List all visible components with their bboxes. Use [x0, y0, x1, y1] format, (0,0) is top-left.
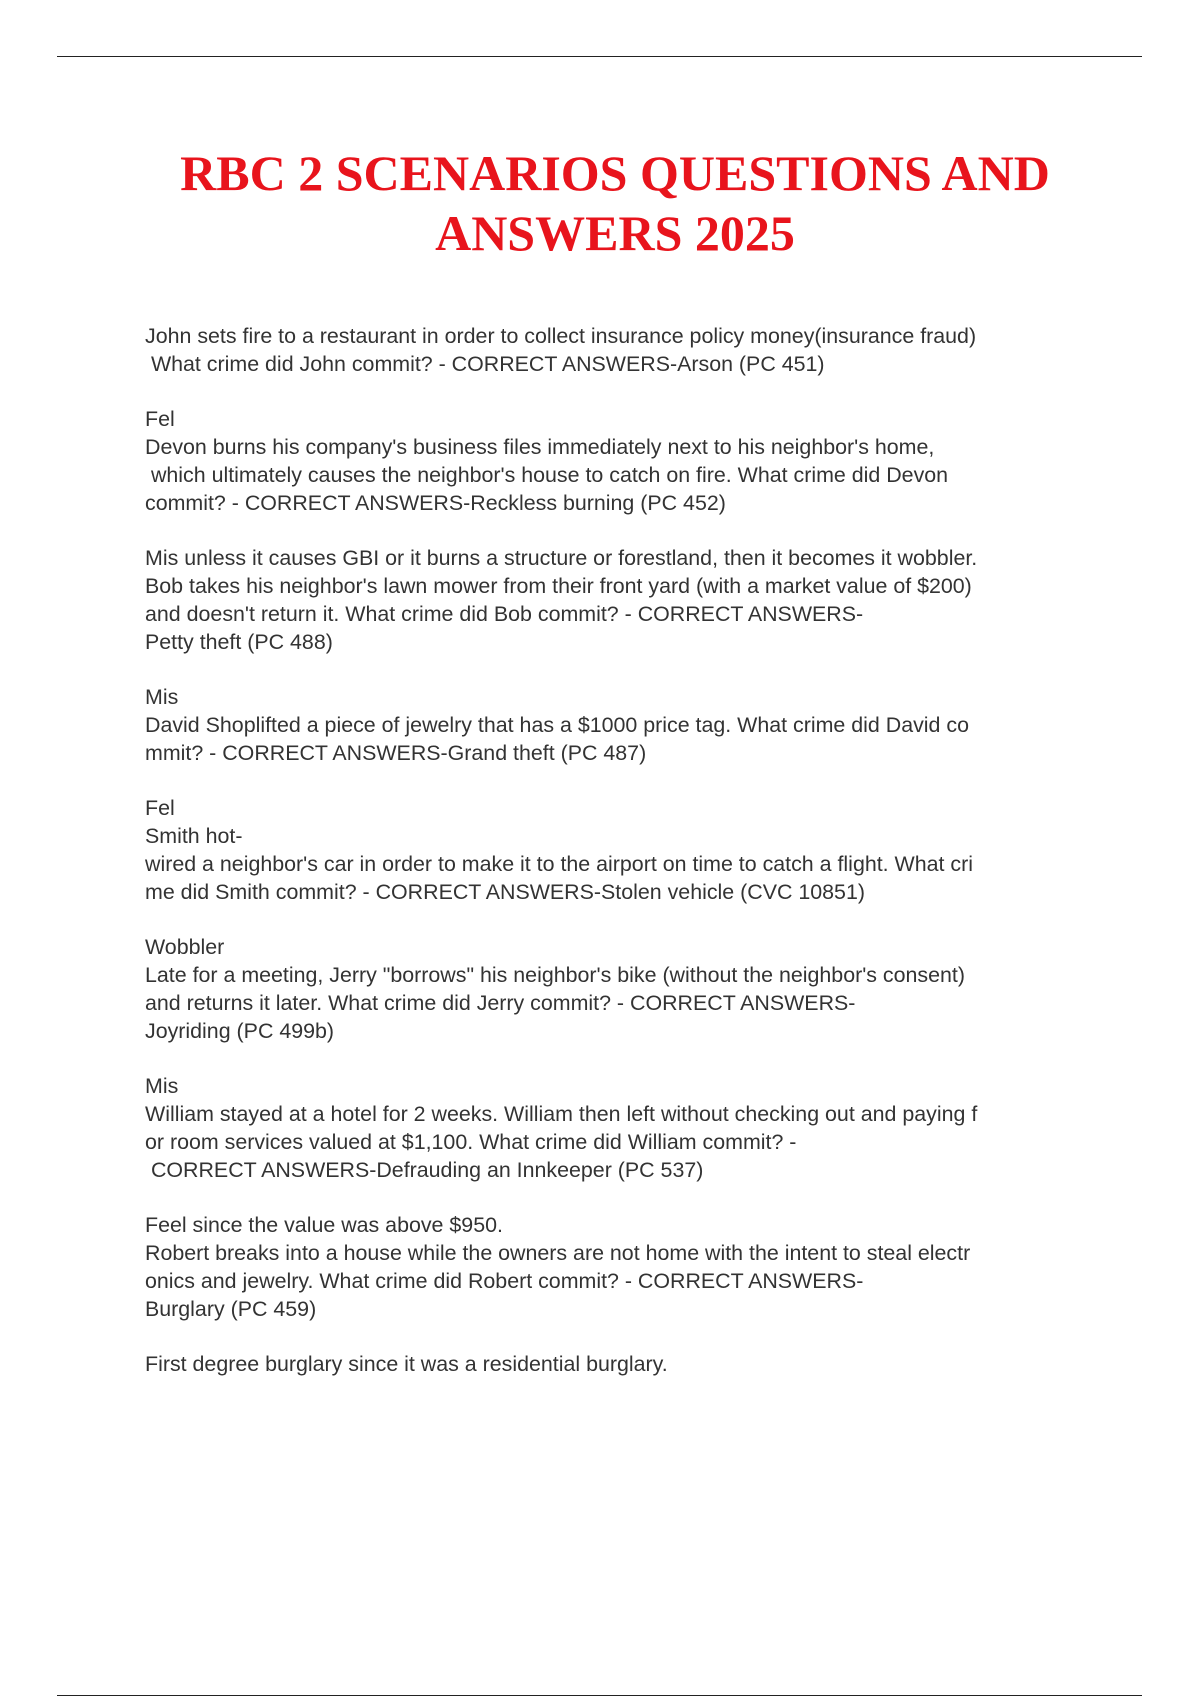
text-line: Mis unless it causes GBI or it burns a structure or forestland, then it becomes it wobbler. — [145, 546, 978, 570]
text-line: wired a neighbor's car in order to make it to the airport on time to catch a flight. What cri — [145, 852, 973, 876]
text-line: Joyriding (PC 499b) — [145, 1019, 335, 1043]
text-line: Fel — [145, 407, 175, 431]
text-line: Smith hot- — [145, 824, 243, 848]
text-line: William stayed at a hotel for 2 weeks. William then left without checking out and paying f — [145, 1102, 978, 1126]
top-rule — [57, 56, 1142, 57]
text-line: mmit? - CORRECT ANSWERS-Grand theft (PC 487) — [145, 741, 647, 765]
text-line: Mis — [145, 685, 179, 709]
paragraph-gap — [145, 1045, 1105, 1072]
paragraph-gap — [145, 1323, 1105, 1350]
text-line: Petty theft (PC 488) — [145, 630, 333, 654]
title-line: ANSWERS 2025 — [435, 205, 795, 261]
text-line: onics and jewelry. What crime did Robert commit? - CORRECT ANSWERS- — [145, 1269, 864, 1293]
paragraph-gap — [145, 378, 1105, 405]
document-body — [145, 322, 1105, 1378]
text-line: Feel since the value was above $950. — [145, 1213, 503, 1237]
text-line: and doesn't return it. What crime did Bob commit? - CORRECT ANSWERS- — [145, 602, 864, 626]
paragraph-gap — [145, 656, 1105, 683]
text-line: commit? - CORRECT ANSWERS-Reckless burning (PC 452) — [145, 491, 726, 515]
paragraph — [145, 683, 1105, 767]
text-line: and returns it later. What crime did Jerry commit? - CORRECT ANSWERS- — [145, 991, 856, 1015]
text-line: David Shoplifted a piece of jewelry that has a $1000 price tag. What crime did David co — [145, 713, 969, 737]
text-line: which ultimately causes the neighbor's house to catch on fire. What crime did Devon — [145, 463, 949, 487]
text-line: or room services valued at $1,100. What crime did William commit? - — [145, 1130, 797, 1154]
title-line: RBC 2 SCENARIOS QUESTIONS AND — [180, 145, 1050, 201]
text-line: CORRECT ANSWERS-Defrauding an Innkeeper (PC 537) — [145, 1158, 704, 1182]
text-line: me did Smith commit? - CORRECT ANSWERS-Stolen vehicle (CVC 10851) — [145, 880, 865, 904]
paragraph-gap — [145, 767, 1105, 794]
text-line: Fel — [145, 796, 175, 820]
text-line: Bob takes his neighbor's lawn mower from their front yard (with a market value of $200) — [145, 574, 972, 598]
text-line: Mis — [145, 1074, 179, 1098]
bottom-rule — [57, 1695, 1142, 1696]
text-line: Devon burns his company's business files immediately next to his neighbor's home, — [145, 435, 935, 459]
text-line: Robert breaks into a house while the owners are not home with the intent to steal electr — [145, 1241, 971, 1265]
paragraph-gap — [145, 517, 1105, 544]
paragraph — [145, 1072, 1105, 1184]
paragraph — [145, 544, 1105, 656]
paragraph-gap — [145, 906, 1105, 933]
text-line: What crime did John commit? - CORRECT ANSWERS-Arson (PC 451) — [145, 352, 825, 376]
text-line: Wobbler — [145, 935, 225, 959]
paragraph — [145, 794, 1105, 906]
text-line: Late for a meeting, Jerry "borrows" his neighbor's bike (without the neighbor's consent) — [145, 963, 965, 987]
paragraph — [145, 322, 1105, 378]
paragraph — [145, 405, 1105, 517]
paragraph — [145, 1350, 1105, 1378]
text-line: First degree burglary since it was a residential burglary. — [145, 1352, 668, 1376]
paragraph — [145, 933, 1105, 1045]
paragraph — [145, 1211, 1105, 1323]
paragraph-gap — [145, 1184, 1105, 1211]
text-line: Burglary (PC 459) — [145, 1297, 317, 1321]
text-line: John sets fire to a restaurant in order to collect insurance policy money(insurance fraud) — [145, 324, 977, 348]
document-title — [0, 143, 1200, 263]
